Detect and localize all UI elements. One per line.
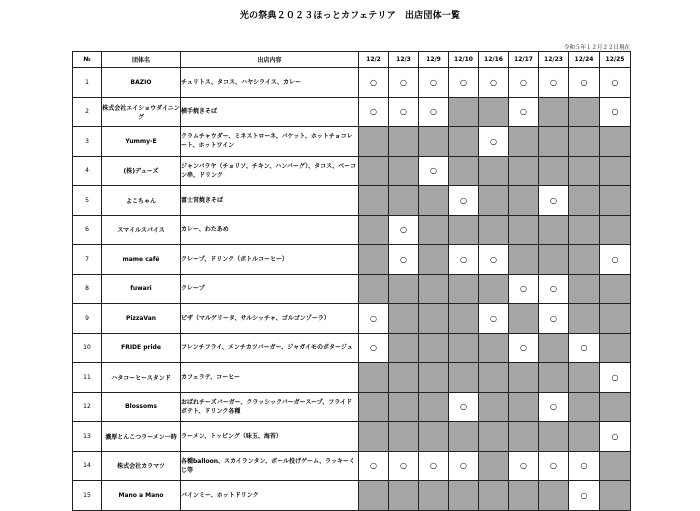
vendor-name: fuwari: [102, 274, 181, 304]
date-cell-closed: [419, 304, 449, 334]
vendor-name: mame café: [102, 245, 181, 275]
open-mark-icon: ○: [460, 402, 467, 412]
date-cell-open: [539, 68, 569, 98]
table-row: [73, 186, 631, 216]
date-cell-closed: [479, 156, 509, 186]
date-cell-closed: [600, 481, 631, 511]
date-cell-closed: [359, 245, 389, 275]
date-cell-open: [600, 245, 631, 275]
vendor-name: 株式会社カラマツ: [102, 451, 181, 481]
vendor-content: 富士宮焼きそば: [181, 186, 359, 216]
date-cell-open: [359, 97, 389, 127]
as-of-date: 令和５年１２月２２日現在: [563, 45, 630, 51]
vendor-content: ピザ（マルゲリータ、サルシッチャ、ゴルゴンゾーラ）: [181, 304, 359, 334]
table-row: [73, 156, 631, 186]
date-cell-closed: [479, 186, 509, 216]
open-mark-icon: ○: [460, 254, 467, 264]
date-cell-closed: [359, 392, 389, 422]
open-mark-icon: ○: [490, 254, 497, 264]
row-number: 8: [73, 274, 102, 304]
open-mark-icon: ○: [520, 461, 527, 471]
date-cell-closed: [449, 156, 479, 186]
vendor-content: チュリトス、タコス、ハヤシライス、カレー: [181, 68, 359, 98]
vendor-name: 株式会社エイショウダイニング: [102, 97, 181, 127]
vendor-name: 濃厚とんこつラーメン一時: [102, 422, 181, 452]
table-row: [73, 215, 631, 245]
date-cell-open: [600, 68, 631, 98]
date-cell-closed: [479, 97, 509, 127]
date-cell-closed: [509, 363, 539, 393]
date-cell-open: [389, 215, 419, 245]
date-cell-closed: [359, 274, 389, 304]
row-number: 12: [73, 392, 102, 422]
date-cell-open: [479, 245, 509, 275]
date-cell-closed: [509, 304, 539, 334]
header-content: 出店内容: [181, 52, 359, 68]
open-mark-icon: ○: [550, 77, 557, 87]
date-cell-open: [539, 451, 569, 481]
date-cell-closed: [389, 392, 419, 422]
date-cell-open: [419, 156, 449, 186]
date-cell-open: [359, 68, 389, 98]
date-cell-closed: [449, 422, 479, 452]
row-number: 7: [73, 245, 102, 275]
header-date: 12/2: [359, 52, 389, 68]
date-cell-closed: [509, 156, 539, 186]
date-cell-closed: [479, 422, 509, 452]
vendor-schedule-table: [72, 51, 631, 511]
date-cell-closed: [419, 127, 449, 157]
date-cell-open: [569, 333, 600, 363]
header-row: [73, 52, 631, 68]
date-cell-open: [449, 451, 479, 481]
date-cell-closed: [389, 304, 419, 334]
row-number: 13: [73, 422, 102, 452]
open-mark-icon: ○: [370, 343, 377, 353]
date-cell-closed: [569, 245, 600, 275]
row-number: 3: [73, 127, 102, 157]
vendor-content: クレープ: [181, 274, 359, 304]
open-mark-icon: ○: [550, 402, 557, 412]
date-cell-closed: [569, 97, 600, 127]
open-mark-icon: ○: [370, 107, 377, 117]
date-cell-closed: [600, 156, 631, 186]
date-cell-closed: [569, 215, 600, 245]
date-cell-closed: [449, 363, 479, 393]
date-cell-closed: [600, 127, 631, 157]
row-number: 4: [73, 156, 102, 186]
date-cell-closed: [600, 186, 631, 216]
date-cell-open: [569, 451, 600, 481]
date-cell-closed: [479, 481, 509, 511]
open-mark-icon: ○: [611, 372, 619, 382]
date-cell-closed: [359, 215, 389, 245]
date-cell-closed: [389, 363, 419, 393]
date-cell-open: [569, 68, 600, 98]
date-cell-closed: [359, 363, 389, 393]
date-cell-closed: [539, 97, 569, 127]
date-cell-open: [600, 422, 631, 452]
table-row: [73, 451, 631, 481]
vendor-name: Yummy-E: [102, 127, 181, 157]
open-mark-icon: ○: [400, 254, 407, 264]
date-cell-open: [449, 392, 479, 422]
date-cell-open: [509, 333, 539, 363]
date-cell-closed: [569, 186, 600, 216]
open-mark-icon: ○: [550, 313, 557, 323]
date-cell-closed: [569, 392, 600, 422]
vendor-name: ハタコーヒースタンド: [102, 363, 181, 393]
open-mark-icon: ○: [550, 461, 557, 471]
date-cell-open: [389, 68, 419, 98]
date-cell-closed: [509, 392, 539, 422]
date-cell-open: [449, 245, 479, 275]
open-mark-icon: ○: [370, 313, 377, 323]
date-cell-open: [419, 451, 449, 481]
open-mark-icon: ○: [370, 77, 377, 87]
date-cell-closed: [509, 245, 539, 275]
date-cell-closed: [449, 127, 479, 157]
table-row: [73, 274, 631, 304]
date-cell-closed: [479, 363, 509, 393]
date-cell-closed: [539, 245, 569, 275]
date-cell-closed: [359, 481, 389, 511]
row-number: 6: [73, 215, 102, 245]
date-cell-closed: [419, 422, 449, 452]
date-cell-closed: [600, 333, 631, 363]
date-cell-open: [449, 186, 479, 216]
date-cell-closed: [419, 481, 449, 511]
open-mark-icon: ○: [430, 166, 437, 176]
date-cell-closed: [539, 481, 569, 511]
date-cell-open: [389, 97, 419, 127]
date-cell-closed: [539, 333, 569, 363]
vendor-name: (株)デューズ: [102, 156, 181, 186]
date-cell-closed: [479, 392, 509, 422]
open-mark-icon: ○: [580, 77, 588, 87]
date-cell-closed: [600, 304, 631, 334]
vendor-content: バインミー、ホットドリンク: [181, 481, 359, 511]
date-cell-closed: [389, 127, 419, 157]
date-cell-open: [359, 451, 389, 481]
date-cell-open: [600, 363, 631, 393]
date-cell-closed: [449, 215, 479, 245]
row-number: 11: [73, 363, 102, 393]
date-cell-closed: [479, 274, 509, 304]
open-mark-icon: ○: [460, 77, 467, 87]
header-name: 団体名: [102, 52, 181, 68]
date-cell-open: [539, 304, 569, 334]
open-mark-icon: ○: [490, 77, 497, 87]
date-cell-closed: [419, 363, 449, 393]
open-mark-icon: ○: [550, 284, 557, 294]
date-cell-closed: [389, 186, 419, 216]
date-cell-closed: [419, 392, 449, 422]
date-cell-closed: [419, 186, 449, 216]
open-mark-icon: ○: [370, 461, 377, 471]
open-mark-icon: ○: [490, 136, 497, 146]
open-mark-icon: ○: [580, 343, 588, 353]
table-row: [73, 422, 631, 452]
date-cell-open: [359, 304, 389, 334]
vendor-name: PizzaVan: [102, 304, 181, 334]
open-mark-icon: ○: [520, 343, 527, 353]
date-cell-open: [419, 97, 449, 127]
header-date: 12/10: [449, 52, 479, 68]
date-cell-open: [509, 97, 539, 127]
date-cell-open: [389, 451, 419, 481]
date-cell-closed: [569, 156, 600, 186]
date-cell-closed: [449, 304, 479, 334]
table-row: [73, 304, 631, 334]
date-cell-closed: [509, 186, 539, 216]
date-cell-closed: [449, 274, 479, 304]
date-cell-open: [509, 451, 539, 481]
open-mark-icon: ○: [400, 77, 407, 87]
open-mark-icon: ○: [580, 461, 588, 471]
date-cell-open: [509, 68, 539, 98]
date-cell-closed: [509, 215, 539, 245]
date-cell-open: [539, 186, 569, 216]
table-row: [73, 68, 631, 98]
header-date: 12/9: [419, 52, 449, 68]
table-row: [73, 392, 631, 422]
date-cell-closed: [539, 127, 569, 157]
vendor-name: BAZIO: [102, 68, 181, 98]
row-number: 1: [73, 68, 102, 98]
date-cell-closed: [600, 451, 631, 481]
vendor-content: ジャンバラヤ（チョリソ、チキン、ハンバーグ）、タコス、ベーコン串、ドリンク: [181, 156, 359, 186]
row-number: 10: [73, 333, 102, 363]
date-cell-closed: [479, 451, 509, 481]
date-cell-closed: [389, 274, 419, 304]
date-cell-closed: [569, 422, 600, 452]
open-mark-icon: ○: [611, 77, 619, 87]
vendor-name: スマイルスパイス: [102, 215, 181, 245]
vendor-name: よこちゃん: [102, 186, 181, 216]
date-cell-closed: [389, 422, 419, 452]
date-cell-open: [479, 127, 509, 157]
table-row: [73, 97, 631, 127]
open-mark-icon: ○: [400, 461, 407, 471]
open-mark-icon: ○: [460, 195, 467, 205]
page-title: 光の祭典２０２３ほっとカフェテリア 出店団体一覧: [239, 11, 461, 21]
open-mark-icon: ○: [520, 107, 527, 117]
date-cell-open: [539, 274, 569, 304]
date-cell-closed: [600, 274, 631, 304]
open-mark-icon: ○: [460, 461, 467, 471]
open-mark-icon: ○: [430, 77, 437, 87]
open-mark-icon: ○: [550, 195, 557, 205]
date-cell-closed: [449, 97, 479, 127]
date-cell-closed: [539, 156, 569, 186]
date-cell-closed: [389, 156, 419, 186]
date-cell-open: [569, 481, 600, 511]
date-cell-closed: [539, 215, 569, 245]
vendor-name: FRIDE pride: [102, 333, 181, 363]
header-date: 12/3: [389, 52, 419, 68]
vendor-name: Mano a Mano: [102, 481, 181, 511]
vendor-content: おばれチーズバーガー、クラッシックバーガースープ、フライドポテト、ドリンク各種: [181, 392, 359, 422]
row-number: 15: [73, 481, 102, 511]
table-row: [73, 245, 631, 275]
vendor-content: クラムチャウダー、ミネストローネ、バケット、ホットチョコレート、ホットワイン: [181, 127, 359, 157]
date-cell-closed: [479, 215, 509, 245]
date-cell-closed: [569, 274, 600, 304]
vendor-content: 横手焼きそば: [181, 97, 359, 127]
date-cell-closed: [569, 127, 600, 157]
open-mark-icon: ○: [400, 225, 407, 235]
row-number: 2: [73, 97, 102, 127]
date-cell-open: [539, 392, 569, 422]
vendor-content: フレンチフライ、メンチカツバーガー、ジャガイモのポタージュ: [181, 333, 359, 363]
date-cell-closed: [539, 363, 569, 393]
date-cell-open: [600, 97, 631, 127]
date-cell-closed: [419, 333, 449, 363]
header-date: 12/16: [479, 52, 509, 68]
row-number: 5: [73, 186, 102, 216]
date-cell-closed: [600, 392, 631, 422]
open-mark-icon: ○: [611, 254, 619, 264]
vendor-content: ラーメン、トッピング（味玉、海苔）: [181, 422, 359, 452]
vendor-content: カフェラテ、コーヒー: [181, 363, 359, 393]
date-cell-closed: [419, 215, 449, 245]
date-cell-closed: [600, 215, 631, 245]
open-mark-icon: ○: [430, 107, 437, 117]
row-number: 9: [73, 304, 102, 334]
date-cell-closed: [509, 481, 539, 511]
vendor-content: クレープ、ドリンク（ボトルコーヒー）: [181, 245, 359, 275]
date-cell-closed: [359, 156, 389, 186]
date-cell-closed: [449, 333, 479, 363]
table-row: [73, 363, 631, 393]
header-date: 12/17: [509, 52, 539, 68]
header-date: 12/24: [569, 52, 600, 68]
date-cell-closed: [569, 304, 600, 334]
table-row: [73, 481, 631, 511]
vendor-content: 各種balloon、スカイランタン、ボール投げゲーム、ラッキーくじ等: [181, 451, 359, 481]
table-row: [73, 333, 631, 363]
date-cell-open: [419, 68, 449, 98]
date-cell-closed: [359, 422, 389, 452]
date-cell-closed: [359, 127, 389, 157]
date-cell-closed: [569, 363, 600, 393]
open-mark-icon: ○: [580, 490, 588, 500]
open-mark-icon: ○: [400, 107, 407, 117]
date-cell-open: [479, 68, 509, 98]
date-cell-closed: [389, 333, 419, 363]
date-cell-open: [359, 333, 389, 363]
table-row: [73, 127, 631, 157]
date-cell-open: [449, 68, 479, 98]
header-no: №: [73, 52, 102, 68]
date-cell-closed: [509, 422, 539, 452]
open-mark-icon: ○: [490, 313, 497, 323]
row-number: 14: [73, 451, 102, 481]
open-mark-icon: ○: [611, 107, 619, 117]
open-mark-icon: ○: [611, 431, 619, 441]
date-cell-open: [479, 304, 509, 334]
open-mark-icon: ○: [520, 284, 527, 294]
date-cell-closed: [419, 245, 449, 275]
date-cell-closed: [449, 481, 479, 511]
vendor-content: カレー、わたあめ: [181, 215, 359, 245]
date-cell-closed: [389, 481, 419, 511]
date-cell-open: [509, 274, 539, 304]
date-cell-open: [389, 245, 419, 275]
header-date: 12/23: [539, 52, 569, 68]
date-cell-closed: [539, 422, 569, 452]
date-cell-closed: [419, 274, 449, 304]
date-cell-closed: [479, 333, 509, 363]
date-cell-closed: [359, 186, 389, 216]
header-date: 12/25: [600, 52, 631, 68]
open-mark-icon: ○: [520, 77, 527, 87]
vendor-name: Blossoms: [102, 392, 181, 422]
open-mark-icon: ○: [430, 461, 437, 471]
date-cell-closed: [509, 127, 539, 157]
